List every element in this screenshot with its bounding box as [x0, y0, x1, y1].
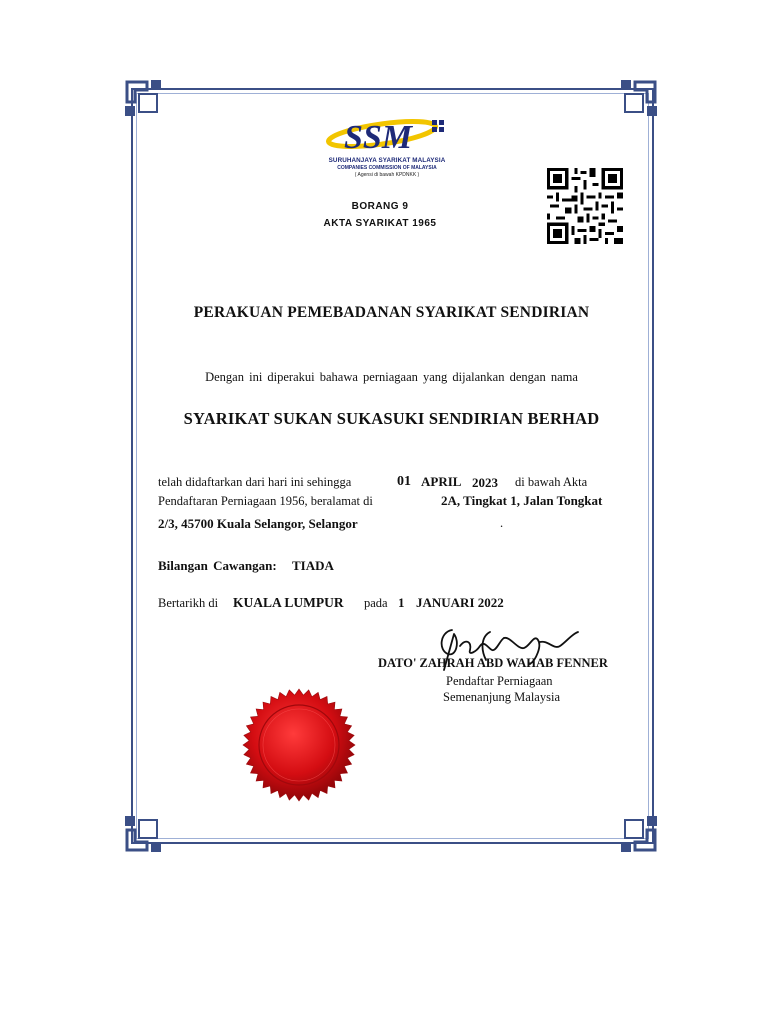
- intro-text: Dengan ini diperakui bahawa perniagaan yang dijalankan dengan nama: [205, 370, 578, 384]
- corner-ornament: [613, 78, 659, 124]
- registration-text: Pendaftaran Perniagaan 1956, beralamat di: [158, 494, 373, 508]
- registration-text: telah didaftarkan dari hari ini sehingga: [158, 475, 352, 489]
- dated-place: KUALA LUMPUR: [233, 595, 344, 610]
- ssm-logo: [322, 112, 452, 182]
- signatory-title: Semenanjung Malaysia: [443, 690, 560, 704]
- address-end: .: [500, 516, 504, 530]
- dated-month-year: JANUARI 2022: [416, 595, 504, 610]
- dated-day: 1: [398, 595, 405, 610]
- qr-code: [547, 168, 623, 244]
- branches-value: TIADA: [292, 558, 334, 573]
- logo-line-2: COMPANIES COMMISSION OF MALAYSIA: [337, 165, 437, 171]
- business-address: 2/3, 45700 Kuala Selangor, Selangor: [158, 516, 358, 531]
- company-name: SYARIKAT SUKAN SUKASUKI SENDIRIAN BERHAD: [183, 409, 600, 428]
- signatory-title: Pendaftar Perniagaan: [446, 674, 553, 688]
- dated-label: Bertarikh di: [158, 596, 219, 610]
- form-number: BORANG 9: [351, 201, 409, 212]
- signatory-name: DATO' ZAHRAH ABD WAHAB FENNER: [378, 656, 608, 670]
- registration-month: APRIL: [421, 474, 462, 489]
- dated-on: pada: [364, 596, 388, 610]
- logo-brand-text: SSM: [344, 119, 413, 156]
- corner-ornament: [613, 808, 659, 854]
- act-name: AKTA SYARIKAT 1965: [323, 218, 437, 229]
- registration-text: di bawah Akta: [515, 475, 588, 489]
- red-seal: [242, 688, 356, 802]
- registration-year: 2023: [472, 475, 498, 490]
- ssm-logo-mark: [322, 112, 452, 156]
- certificate-title: PERAKUAN PEMEBADANAN SYARIKAT SENDIRIAN: [193, 304, 590, 321]
- corner-ornament: [123, 78, 169, 124]
- corner-ornament: [123, 808, 169, 854]
- logo-line-1: SURUHANJAYA SYARIKAT MALAYSIA: [328, 157, 446, 164]
- branches-label: Bilangan Cawangan:: [158, 558, 277, 573]
- logo-line-3: ( Agensi di bawah KPDNKK ): [354, 172, 420, 178]
- registration-day: 01: [397, 474, 411, 489]
- business-address: 2A, Tingkat 1, Jalan Tongkat: [441, 493, 603, 508]
